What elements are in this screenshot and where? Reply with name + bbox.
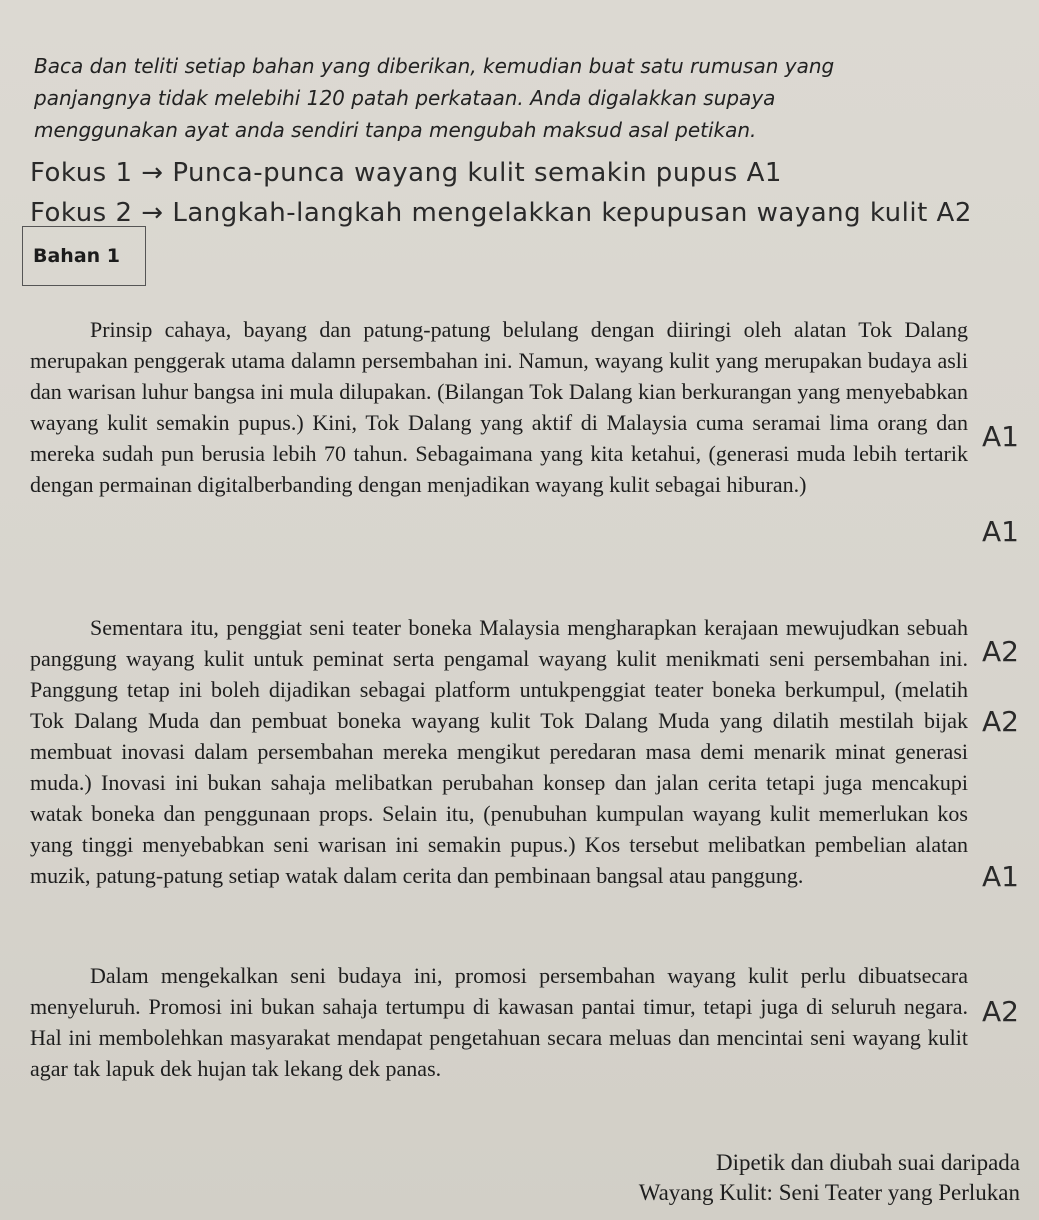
instruction-line-2: panjangnya tidak melebihi 120 patah perkataan. Anda digalakkan supaya xyxy=(34,86,776,110)
paragraph-3 xyxy=(30,960,968,1084)
margin-mark-6: A2 xyxy=(982,995,1019,1028)
bahan-label: Bahan 1 xyxy=(33,245,121,267)
paragraph-1 xyxy=(30,314,968,500)
instruction-line-1: Baca dan teliti setiap bahan yang diberikan, kemudian buat satu rumusan yang xyxy=(34,54,835,78)
paragraph-2-text: Sementara itu, penggiat seni teater boneka Malaysia mengharapkan kerajaan mewujudkan sebuah panggung wayang kulit untuk peminat serta pengamal wayang kulit menikmati seni persembahan ini. Panggung tetap ini boleh dijadikan sebagai platform untukpenggiat teater boneka berkumpul, (melatih Tok Dalang Muda dan pembuat boneka wayang kulit Tok Dalang Muda yang dilatih mestilah bijak membuat inovasi dalam persembahan mereka mengikut peredaran masa demi menarik minat generasi muda.) Inovasi ini bukan sahaja melibatkan perubahan konsep dan jalan cerita tetapi juga mencakupi watak boneka dan penggunaan props. Selain itu, (penubuhan kumpulan wayang kulit memerlukan kos yang tinggi menyebabkan seni warisan ini semakin pupus.) Kos tersebut melibatkan pembelian alatan muzik, patung-patung setiap watak dalam cerita dan pembinaan bangsal atau panggung. xyxy=(30,615,968,888)
bahan-label-box xyxy=(22,226,146,286)
handwritten-fokus-1: Fokus 1 → Punca-punca wayang kulit semakin pupus A1 xyxy=(30,158,782,188)
paragraph-1-text: Prinsip cahaya, bayang dan patung-patung belulang dengan diiringi oleh alatan Tok Dalang merupakan penggerak utama dalamn persembahan ini. Namun, wayang kulit yang merupakan budaya asli dan warisan luhur bangsa ini mula dilupakan. (Bilangan Tok Dalang kian berkurangan yang menyebabkan wayang kulit semakin pupus.) Kini, Tok Dalang yang aktif di Malaysia cuma seramai lima orang dan mereka sudah pun berusia lebih 70 tahun. Sebagaimana yang kita ketahui, (generasi muda lebih tertarik dengan permainan digitalberbanding dengan menjadikan wayang kulit sebagai hiburan.) xyxy=(30,317,968,497)
instruction-block xyxy=(34,50,974,146)
instruction-line-3: menggunakan ayat anda sendiri tanpa mengubah maksud asal petikan. xyxy=(34,118,757,142)
margin-mark-2: A1 xyxy=(982,515,1019,548)
source-line-1: Dipetik dan diubah suai daripada xyxy=(715,1150,1020,1175)
paragraph-3-text: Dalam mengekalkan seni budaya ini, promosi persembahan wayang kulit perlu dibuatsecara menyeluruh. Promosi ini bukan sahaja tertumpu di kawasan pantai timur, tetapi juga di seluruh negara. Hal ini membolehkan masyarakat mendapat pengetahuan secara meluas dan mencintai seni wayang kulit agar tak lapuk dek hujan tak lekang dek panas. xyxy=(30,963,968,1081)
margin-mark-3: A2 xyxy=(982,635,1019,668)
margin-mark-4: A2 xyxy=(982,705,1019,738)
handwritten-fokus-2: Fokus 2 → Langkah-langkah mengelakkan kepupusan wayang kulit A2 xyxy=(30,198,972,228)
margin-mark-1: A1 xyxy=(982,420,1019,453)
margin-mark-5: A1 xyxy=(982,860,1019,893)
source-line-2: Wayang Kulit: Seni Teater yang Perlukan xyxy=(638,1180,1020,1205)
paragraph-2 xyxy=(30,612,968,891)
